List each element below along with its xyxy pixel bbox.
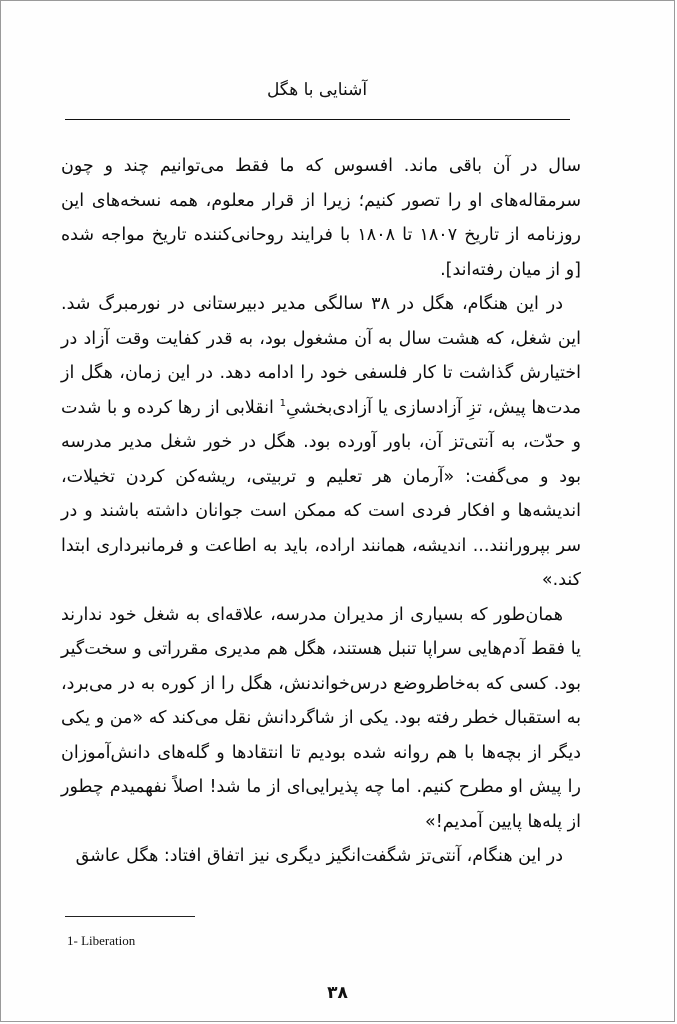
paragraph: همان‌طور که بسیاری از مدیران مدرسه، علاقه‌ای به شغل خود ندارند یا فقط آدم‌هایی سراپا تنبل هستند، هگل هم مدیری مقرراتی و سخت‌گیر بود. کسی که به‌خاطروضع درس‌خواندنش، هگل را از کوره به در می‌برد، به استقبال خطر رفته بود. یکی از شاگردانش نقل می‌کند که «من و یکی دیگر از بچه‌ها با هم روانه شده بودیم تا انتقادها و گله‌های دانش‌آموزان را پیش او مطرح کنیم. اما چه پذیرایی‌ای از ما شد! اصلاً نفهمیدم چطور از پله‌ها پایین آمدیم!» [61, 604, 581, 832]
page-number: ۳۸ [327, 983, 348, 1003]
footnote: 1- Liberation [67, 933, 136, 948]
paragraph [61, 287, 581, 598]
footnote-marker: 1 [279, 397, 286, 409]
header-rule [65, 119, 570, 120]
paragraph-text: انقلابی از رها کرده و با شدت و حدّت، به آنتی‌تز آن، باور آورده بود. هگل در خور شغل مدیر مدرسه بود و می‌گفت: «آرمان هر تعلیم و تربیتی، ریشه‌کن کردن تخیلات، اندیشه‌ها و افکار فردی است که ممکن است جوانان داشته باشند و در سر بپرورانند... اندیشه، همانند اراده، باید به اطاعت و فرمانبرداری ابتدا کند.» [61, 397, 581, 590]
paragraph: در این هنگام، آنتی‌تز شگفت‌انگیز دیگری نیز اتفاق افتاد: هگل عاشق [75, 846, 563, 866]
main-text [61, 149, 581, 874]
running-title: آشنایی با هگل [266, 80, 368, 100]
footnote-rule [65, 916, 195, 917]
paragraph: سال در آن باقی ماند. افسوس که ما فقط می‌توانیم چند و چون سرمقاله‌های او را تصور کنیم؛ زیرا از قرار معلوم، همه نسخه‌های این روزنامه از تاریخ ۱۸۰۷ تا ۱۸۰۸ با فرایند روحانی‌کننده تاریخ مواجه شده [و از میان رفته‌اند]. [61, 156, 581, 280]
paragraph-text: در این هنگام، هگل در ۳۸ سالگی مدیر دبیرستانی در نورمبرگ شد. این شغل، که هشت سال به آن مشغول بود، به قدر کفایت وقت آزاد در اختیارش گذاشت تا کار فلسفی خود را ادامه دهد. در این زمان، هگل از مدت‌ها پیش، تزِ آزادسازی یا آزادی‌بخشیِ [61, 294, 581, 418]
